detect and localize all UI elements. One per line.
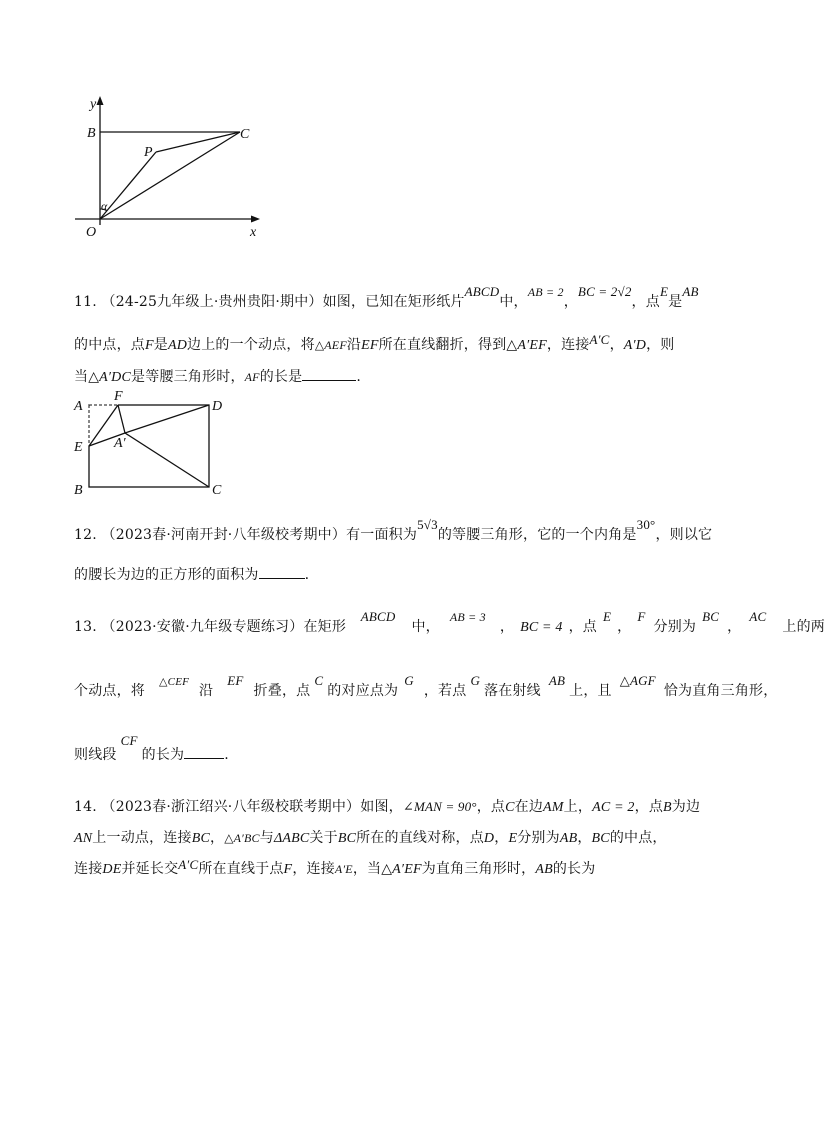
q11-math-ad: AD (167, 338, 188, 353)
q13-math-bc: BC = 4 (520, 620, 563, 635)
q11-math-ab: AB (682, 284, 699, 299)
x-axis-arrow-icon (251, 216, 260, 223)
q11-line-3 (74, 366, 361, 386)
q11-text: 是 (668, 294, 683, 310)
q14-math-de: DE (102, 862, 122, 877)
q13-text: 折叠，点 (253, 683, 311, 699)
q14-text: 与 (259, 830, 274, 846)
label-b: B (87, 126, 96, 141)
q13-text: 个动点，将 (74, 683, 145, 699)
q11-text: 如图，已知在矩形纸片 (322, 294, 465, 310)
segment-fa-prime (118, 405, 125, 433)
q13-math-ab: AB (548, 673, 566, 688)
q14-text: ，点 (634, 799, 664, 815)
q11-math-e: E (659, 284, 669, 299)
q13-math-g: G (404, 673, 414, 688)
q11-line-1 (74, 284, 699, 311)
q13-math-g2: G (470, 673, 481, 688)
q13-line-3 (74, 733, 229, 764)
q14-text: 上， (563, 799, 593, 815)
q11-text: . (356, 369, 361, 385)
q11-math-ab2: AB = 2 (527, 285, 564, 299)
q14-text: 在边 (514, 799, 544, 815)
q14-line-2 (74, 827, 667, 847)
q11-text: ， (609, 337, 624, 353)
label-b: B (74, 483, 83, 498)
q14-text: ，连接 (292, 861, 335, 877)
q13-text: ， (617, 619, 632, 635)
segment-a-prime-c (125, 433, 209, 487)
q11-math-ad2: A′D (623, 338, 647, 353)
q14-math-bc3: BC (591, 831, 610, 846)
q12-line-2 (74, 564, 309, 584)
label-a-prime: A′ (114, 436, 126, 451)
q14-text: 并延长交 (121, 861, 179, 877)
q12-answer-blank[interactable] (259, 566, 305, 579)
q11-math-abcd: ABCD (464, 284, 500, 299)
q14-math-angle: ∠MAN = 90° (402, 799, 477, 814)
label-e: E (74, 440, 83, 455)
q13-math-e: E (603, 609, 612, 624)
q14-math-b: B (663, 800, 672, 815)
q12-number: 12. (74, 527, 97, 543)
q11-text: ，点 (631, 294, 660, 310)
q14-text: 上一动点，连接 (92, 830, 192, 846)
q13-math-c: C (314, 673, 324, 688)
q13-math-cf: CF (120, 733, 138, 748)
q13-text: 分别为 (653, 619, 697, 635)
q14-math-ac: AC = 2 (592, 800, 635, 815)
q11-line-2 (74, 334, 675, 354)
q11-math-af: AF (244, 370, 260, 384)
q13-text: 在矩形 (303, 619, 347, 635)
q14-math-ab: AB (559, 831, 578, 846)
q14-text: ， (494, 830, 509, 846)
q14-math-c: C (505, 800, 515, 815)
q11-math-ac: A′C (589, 332, 610, 347)
q11-math-aef: △AEF (314, 338, 347, 352)
q13-text: 则线段 (74, 747, 117, 763)
q14-text: ，当 (352, 861, 382, 877)
q11-source: （24-25九年级上·贵州贵阳·期中） (101, 294, 323, 310)
q13-text: 上的两 (782, 619, 825, 635)
q14-math-aef: △A′EF (381, 862, 422, 877)
q14-text: 的长为 (552, 861, 596, 877)
q12-text: 的腰长为边的正方形的面积为 (74, 567, 259, 583)
segment-op (100, 152, 156, 219)
y-axis-arrow-icon (97, 96, 104, 105)
q14-text: 为直角三角形时， (421, 861, 536, 877)
q11-text: ，连接 (546, 337, 590, 353)
q13-math-agf: △AGF (619, 673, 656, 688)
q14-math-bc: BC (191, 831, 210, 846)
q13-text: . (224, 747, 229, 763)
q14-source: （2023春·浙江绍兴·八年级校联考期中） (101, 799, 361, 815)
q11-text: 是 (153, 337, 168, 353)
q11-text: 沿 (346, 337, 362, 353)
q12-text: 有一面积为 (346, 527, 418, 543)
q11-text: ， (563, 294, 578, 310)
q14-math-ac: A′C (178, 857, 199, 872)
q13-number: 13. (74, 619, 97, 635)
label-y: y (90, 97, 97, 112)
q14-text: 分别为 (517, 830, 560, 846)
label-x: x (250, 225, 257, 240)
q14-text: 为边 (671, 799, 701, 815)
q13-text: ，点 (568, 619, 598, 635)
q13-text: 恰为直角三角形， (663, 683, 778, 699)
segment-a-prime-d (125, 405, 209, 433)
q13-text: 上，且 (569, 683, 612, 699)
q12-math-angle: 30° (636, 517, 656, 532)
q14-math-f: F (283, 862, 293, 877)
label-d: D (212, 399, 223, 414)
q11-math-adc: △A′DC (88, 370, 132, 385)
figure-rectangle-fold (70, 390, 235, 500)
q13-math-ab: AB = 3 (449, 610, 486, 624)
q11-text: 的长是 (259, 369, 303, 385)
label-a: A (74, 399, 83, 414)
q14-math-am: AM (543, 800, 564, 815)
q14-line-3 (74, 858, 595, 878)
q14-math-ab: AB (535, 862, 553, 877)
q14-text: ， (210, 830, 225, 846)
q14-text: 连接 (74, 861, 103, 877)
q13-line-1 (74, 609, 825, 636)
q13-text: 中， (411, 619, 440, 635)
q11-answer-blank[interactable] (302, 368, 356, 381)
label-c: C (212, 483, 222, 498)
segment-oc (100, 132, 240, 219)
q13-math-abcd: ABCD (360, 609, 396, 624)
label-c: C (240, 127, 250, 142)
label-o: O (86, 225, 97, 240)
label-p: P (144, 145, 153, 160)
q11-text: ，则 (646, 337, 675, 353)
segment-pc (156, 132, 240, 152)
q13-answer-blank[interactable] (184, 746, 224, 759)
q12-line-1 (74, 517, 713, 544)
q13-text: ， (727, 619, 742, 635)
q14-text: ， (577, 830, 592, 846)
q14-math-an: AN (74, 831, 93, 846)
q13-text: ， (499, 619, 515, 635)
q13-math-f: F (637, 609, 646, 624)
q13-math-bc2: BC (702, 609, 720, 624)
q11-text: 的中点，点 (74, 337, 145, 353)
q11-math-aef2: △A′EF (506, 338, 547, 353)
q11-text: 中， (499, 294, 528, 310)
q12-source: （2023春·河南开封·八年级校考期中） (101, 527, 347, 543)
q11-math-bc: BC = 2√2 (577, 284, 632, 299)
label-alpha: α (101, 199, 108, 213)
q12-math-area: 5√3 (417, 517, 438, 532)
q14-text: 如图， (360, 799, 403, 815)
q14-math-e: E (508, 831, 518, 846)
q11-text: 边上的一个动点，将 (187, 337, 315, 353)
q13-source: （2023·安徽·九年级专题练习） (101, 619, 304, 635)
q14-math-abc1: △A′BC (224, 831, 260, 845)
q13-text: 的对应点为 (327, 683, 399, 699)
label-f: F (114, 389, 123, 404)
q14-text: 所在直线于点 (198, 861, 284, 877)
q11-text: 是等腰三角形时， (131, 369, 245, 385)
q11-text: 当 (74, 369, 89, 385)
q12-text: 的等腰三角形，它的一个内角是 (437, 527, 637, 543)
q11-text: 所在直线翻折，得到 (378, 337, 507, 353)
q14-text: 关于 (309, 830, 338, 846)
q14-text: ，点 (476, 799, 506, 815)
figure-coordinate-sketch (70, 92, 280, 252)
q14-number: 14. (74, 799, 97, 815)
q12-text: . (304, 567, 310, 583)
q11-number: 11. (74, 294, 97, 310)
q13-text: 沿 (199, 683, 214, 699)
q12-text: ，则以它 (655, 527, 713, 543)
q14-text: 的中点， (609, 830, 667, 846)
q13-math-ef: EF (227, 673, 244, 688)
q14-math-d: D (483, 831, 495, 846)
q14-math-ae: A′E (334, 862, 353, 876)
q13-math-ac: AC (749, 609, 767, 624)
q14-math-abc2: ΔABC (273, 831, 310, 846)
q13-line-2 (74, 673, 778, 700)
q13-text: 的长为 (141, 747, 185, 763)
q14-text: 所在的直线对称，点 (356, 830, 484, 846)
q14-line-1 (74, 796, 700, 816)
q13-text: 落在射线 (484, 683, 541, 699)
q11-math-ef: EF (361, 338, 379, 353)
q13-math-cef: △CEF (159, 676, 190, 688)
q14-math-bc2: BC (337, 831, 357, 846)
q13-text: ，若点 (423, 683, 467, 699)
q11-math-f: F (145, 338, 154, 353)
